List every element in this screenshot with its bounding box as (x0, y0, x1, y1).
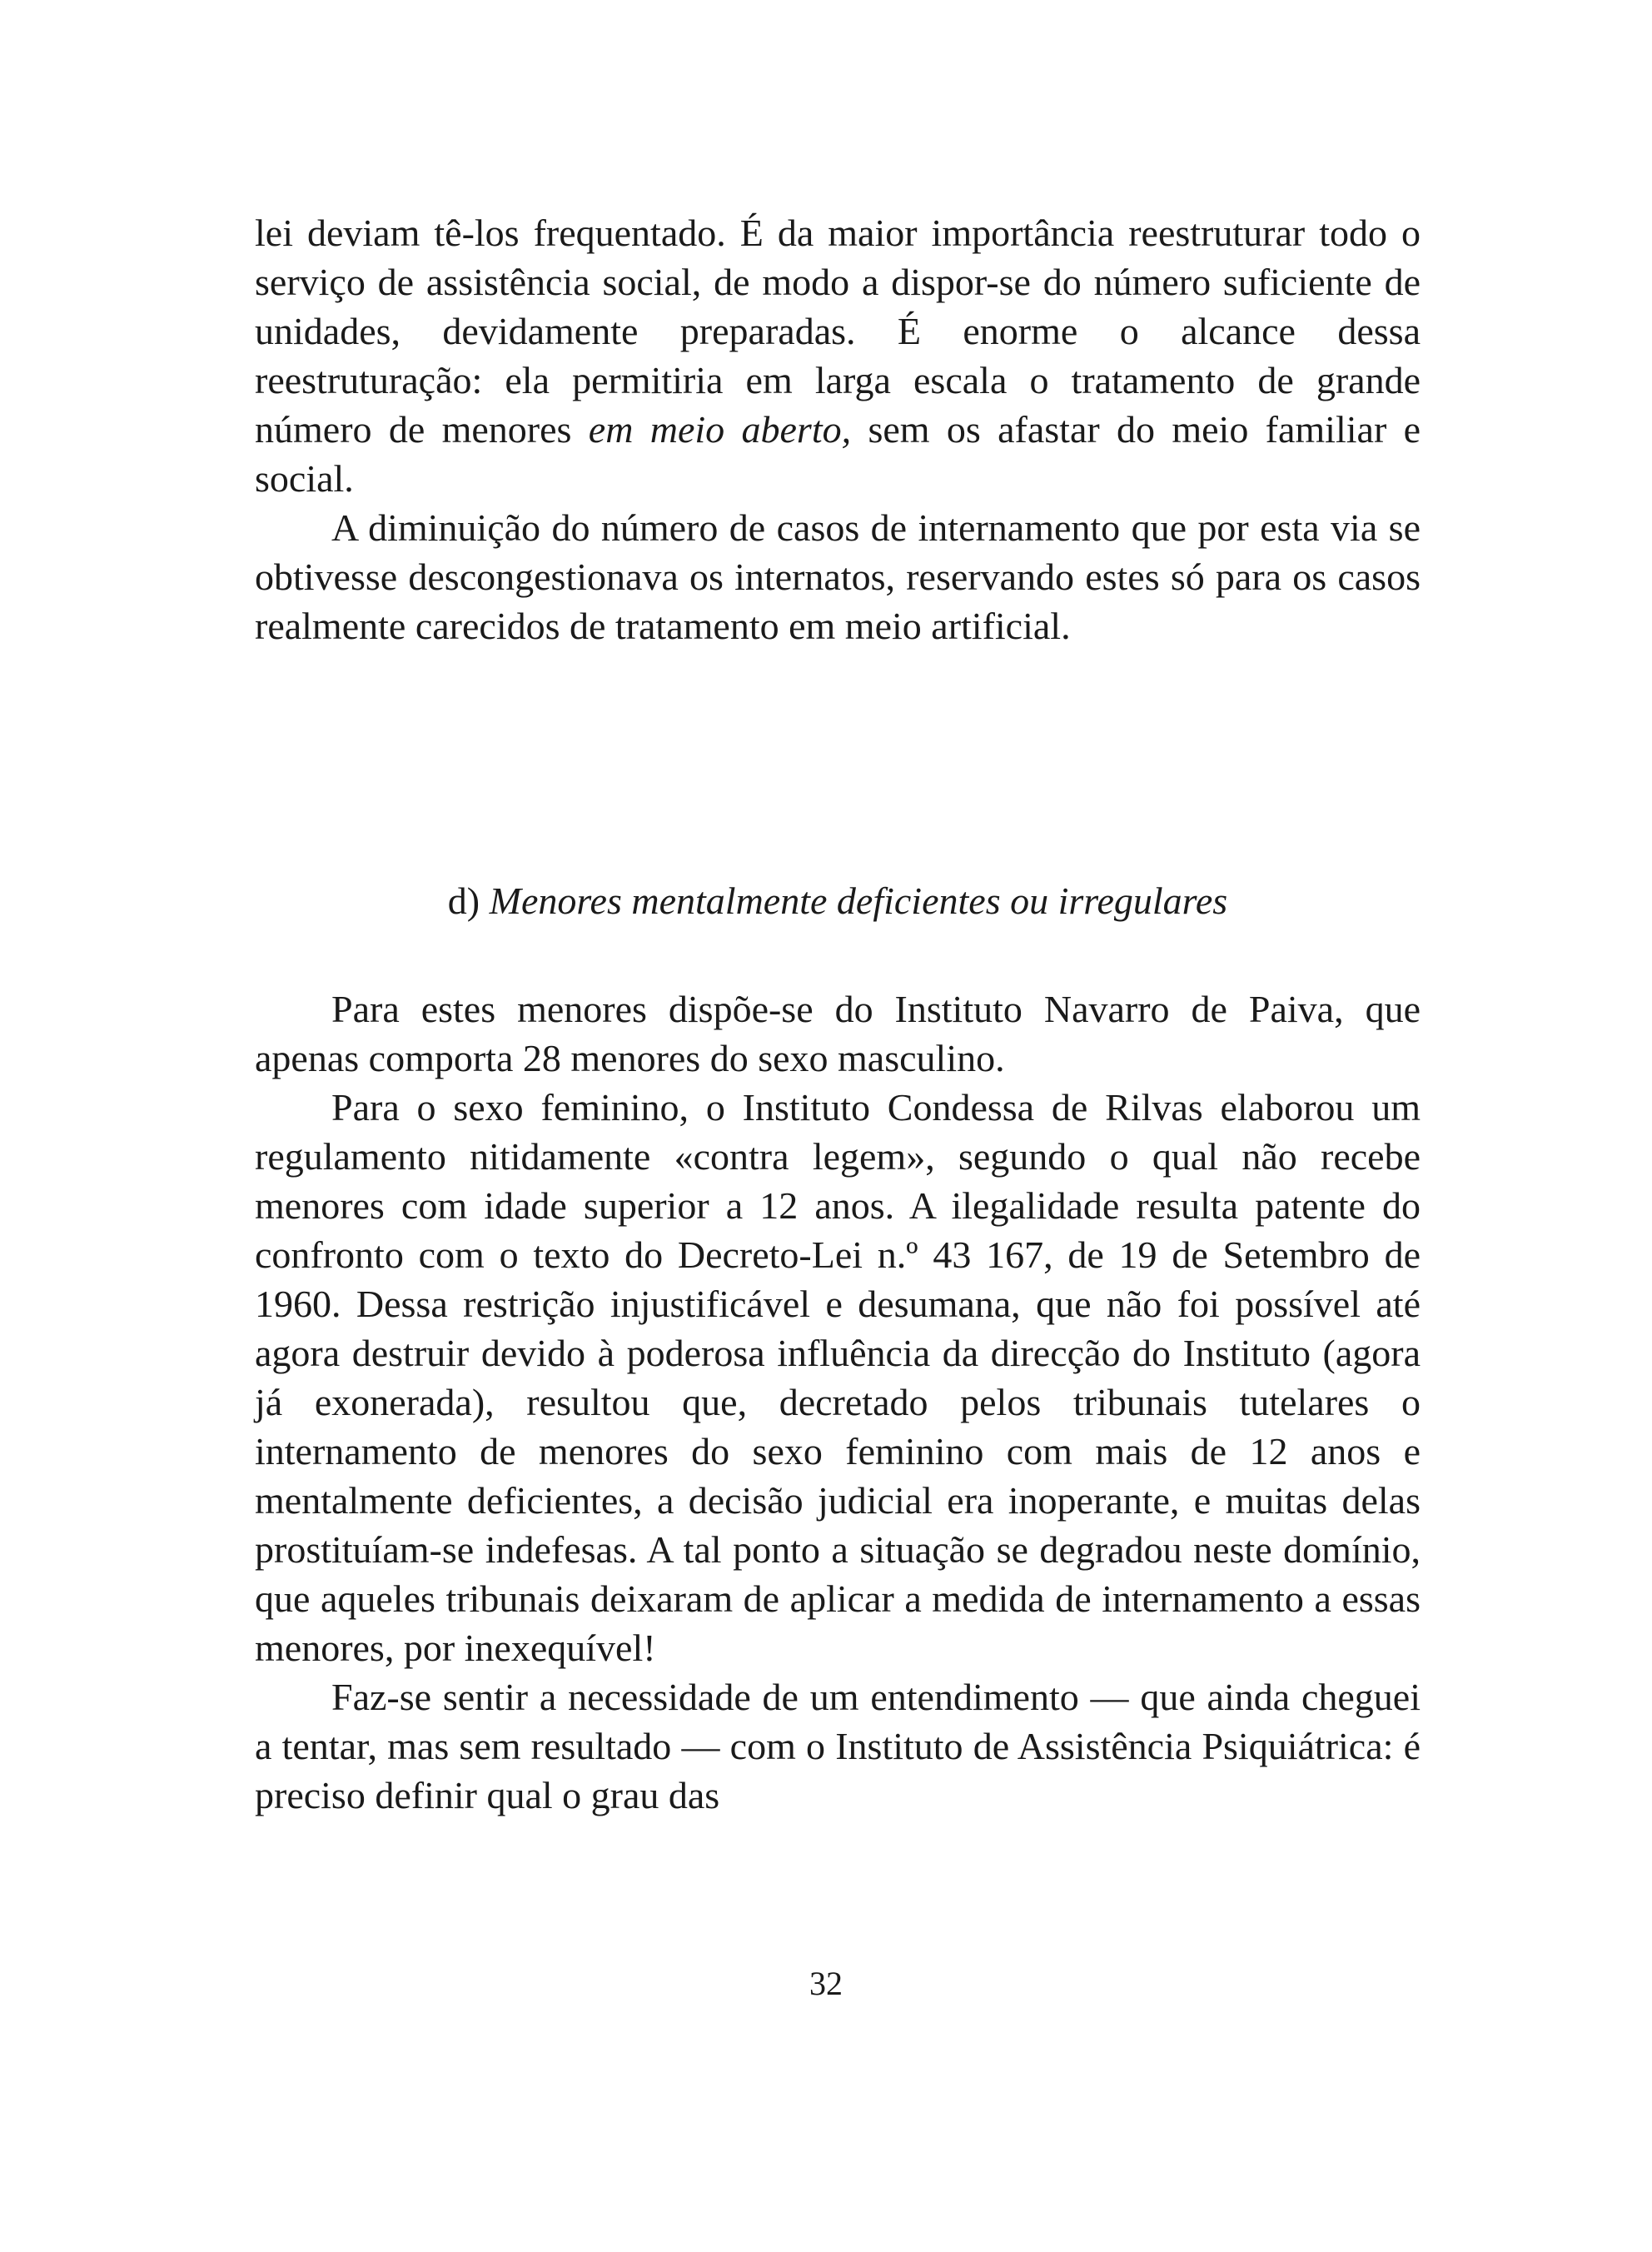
paragraph-text: lei deviam tê-los frequentado. É da maior importância reestruturar todo o serviço de assistência social, de modo a dispor-se do número suficiente de unidades, devidamente preparadas. É enorme o alcance dessa reestruturação: ela permitiria em larga escala o tratamento de grande número de menores (255, 212, 1421, 451)
section-heading (255, 876, 1421, 925)
paragraph-condessa-de-rilvas: Para o sexo feminino, o Instituto Condessa de Rilvas elaborou um regulamento nitidamente «contra legem», segundo o qual não recebe menores com idade superior a 12 anos. A ilegalidade resulta patente do confronto com o texto do Decreto-Lei n.º 43 167, de 19 de Setembro de 1960. Dessa restrição injustificável e desumana, que não foi possível até agora destruir devido à poderosa influência da direcção do Instituto (agora já exonerada), resultou que, decretado pelos tribunais tutelares o internamento de menores do sexo feminino com mais de 12 anos e mentalmente deficientes, a decisão judicial era inoperante, e muitas delas prostituíam-se indefesas. A tal ponto a situação se degradou neste domínio, que aqueles tribunais deixaram de aplicar a medida de internamento a essas menores, por inexequível! (255, 1086, 1421, 1669)
italic-phrase: em meio aberto, (588, 408, 852, 451)
section-label: d) (447, 879, 480, 922)
paragraph-navarro-de-paiva: Para estes menores dispõe-se do Instituto Navarro de Paiva, que apenas comporta 28 menores do sexo masculino. (255, 988, 1421, 1079)
paragraph-reestruturacao (255, 208, 1421, 503)
text-block-bottom (255, 984, 1421, 1820)
paragraph-entendimento: Faz-se sentir a necessidade de um entendimento — que ainda cheguei a tentar, mas sem resultado — com o Instituto de Assistência Psiquiátrica: é preciso definir qual o grau das (255, 1676, 1421, 1816)
paragraph-text-end: sem os afastar do meio familiar e social. (255, 408, 1421, 500)
text-block-top (255, 208, 1421, 650)
paragraph-diminuicao: A diminuição do número de casos de internamento que por esta via se obtivesse descongestionava os internatos, reservando estes só para os casos realmente carecidos de tratamento em meio artificial. (255, 506, 1421, 647)
page-number: 32 (809, 1965, 843, 2002)
section-title: Menores mentalmente deficientes ou irregulares (489, 879, 1228, 922)
